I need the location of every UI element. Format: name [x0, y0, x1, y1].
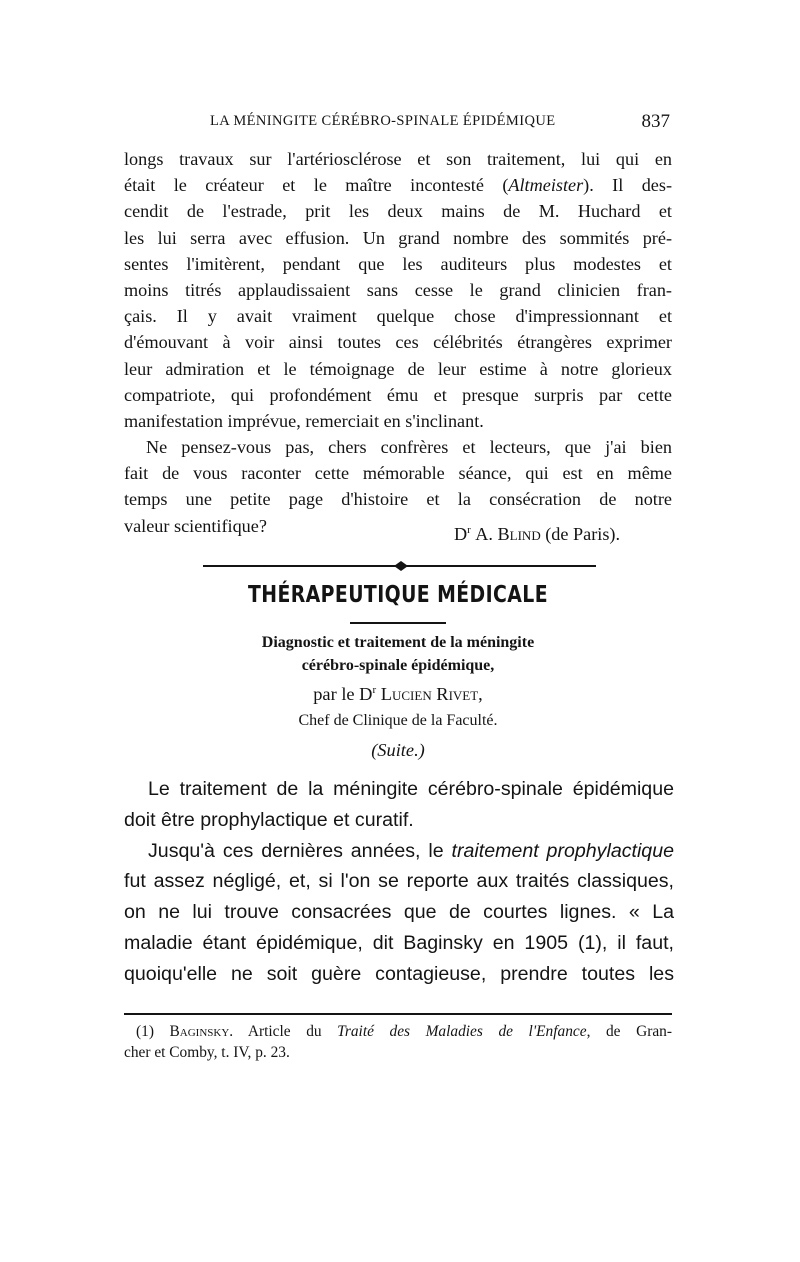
- author-name: Lucien Rivet,: [380, 684, 483, 704]
- signature-title-sup: r: [467, 523, 471, 536]
- text-line: temps une petite page d'histoire et la consécration de notre: [124, 489, 672, 510]
- article-body: [124, 774, 674, 990]
- article-title-line: cérébro-spinale épidémique,: [301, 657, 495, 674]
- signature-title: D: [453, 524, 468, 544]
- signature-name: A. Blind: [475, 524, 541, 544]
- footnote-line: cher et Comby, t. IV, p. 23.: [124, 1044, 290, 1061]
- diamond-ornament-icon: [394, 561, 408, 571]
- text-line: [124, 172, 672, 198]
- continued-text: (Suite.): [371, 740, 425, 760]
- footnote-rule: [124, 1013, 672, 1015]
- text-line: moins titrés applaudissaient sans cesse le grand clinicien fran-: [124, 279, 672, 300]
- text-line: [124, 836, 674, 867]
- author-prefix: par le D: [313, 684, 373, 704]
- article-author: [124, 684, 672, 705]
- footnote-author: Baginsky.: [169, 1023, 234, 1040]
- text-line: maladie étant épidémique, dit Baginsky en 1905 (1), il faut,: [124, 931, 674, 954]
- text-line: quoiqu'elle ne soit guère contagieuse, prendre toutes les: [124, 962, 674, 985]
- text-line: on ne lui trouve consacrées que de courtes lignes. « La: [124, 901, 674, 924]
- text-span: Article du: [233, 1023, 338, 1040]
- running-head: [124, 113, 670, 137]
- footnote-work-title: Traité des Maladies de l'Enfance: [337, 1023, 587, 1040]
- signature: [124, 524, 620, 545]
- running-head-title: LA MÉNINGITE CÉRÉBRO-SPINALE ÉPIDÉMIQUE: [210, 113, 556, 129]
- text-line: fait de vous raconter cette mémorable séance, qui est en même: [124, 463, 672, 484]
- text-line: les lui serra avec effusion. Un grand nombre des sommités pré-: [124, 227, 672, 248]
- text-span: était le créateur et le maître incontesté (: [124, 175, 509, 196]
- signature-place: (de Paris).: [545, 524, 620, 544]
- italic-term: traitement prophylactique: [451, 839, 675, 862]
- article-title-line: Diagnostic et traitement de la méningite: [261, 634, 535, 651]
- ornamental-rule: [203, 562, 596, 570]
- text-line: leur admiration et le témoignage de leur estime à notre glorieux: [124, 358, 672, 379]
- footnote-line: [124, 1021, 672, 1042]
- section-title: THÉRAPEUTIQUE MÉDICALE: [247, 582, 549, 608]
- text-line: Le traitement de la méningite cérébro-spinale épidémique: [148, 778, 674, 800]
- text-line: Ne pensez-vous pas, chers confrères et lecteurs, que j'ai bien: [146, 437, 672, 458]
- text-span: ). Il des-: [583, 175, 672, 196]
- author-affiliation: Chef de Clinique de la Faculté.: [298, 712, 498, 729]
- continued-note: [124, 740, 672, 761]
- section-rule: [350, 622, 446, 624]
- body-paragraphs-top: [124, 146, 672, 539]
- article-title: [124, 631, 672, 677]
- footnote-marker: (1): [136, 1023, 154, 1040]
- text-span: , de Gran-: [586, 1023, 672, 1040]
- italic-term: Altmeister: [508, 175, 584, 196]
- text-line: valeur scientifique?: [124, 515, 267, 536]
- page-number: 837: [641, 111, 670, 132]
- text-line: compatriote, qui profondément ému et presque surpris par cette: [124, 384, 672, 405]
- text-line: çais. Il y avait vraiment quelque chose d'impressionnant et: [124, 306, 672, 327]
- footnote: [124, 1021, 672, 1063]
- text-line: manifestation imprévue, remerciait en s'inclinant.: [124, 410, 484, 431]
- author-title-sup: r: [372, 683, 377, 696]
- text-line: d'émouvant à voir ainsi toutes ces célébrités étrangères exprimer: [124, 332, 672, 353]
- text-line: longs travaux sur l'artériosclérose et son traitement, lui qui en: [124, 149, 672, 169]
- text-line: sentes l'imitèrent, pendant que les auditeurs plus modestes et: [124, 253, 672, 274]
- text-span: Jusqu'à ces dernières années, le: [148, 839, 452, 862]
- text-line: cendit de l'estrade, prit les deux mains de M. Huchard et: [124, 201, 672, 222]
- text-line: doit être prophylactique et curatif.: [124, 808, 414, 831]
- text-line: fut assez négligé, et, si l'on se reporte aux traités classiques,: [124, 870, 674, 893]
